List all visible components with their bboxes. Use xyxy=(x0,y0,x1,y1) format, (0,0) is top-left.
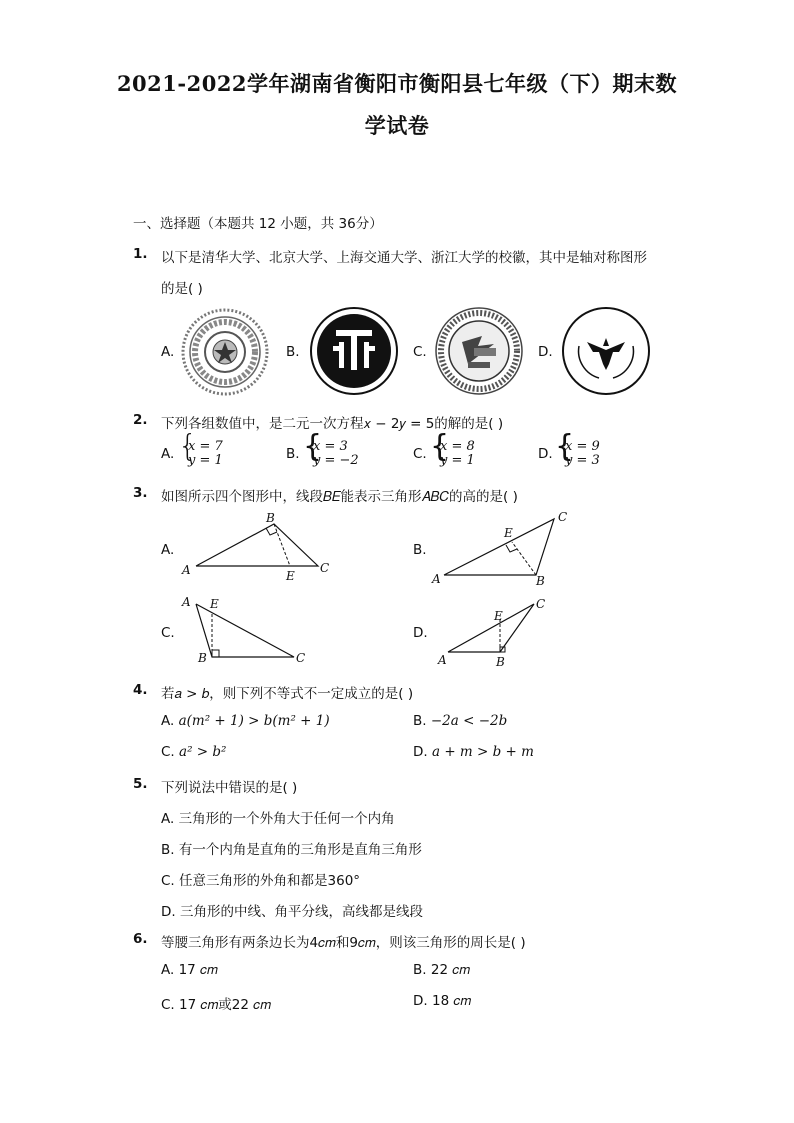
q6-option-c-label: C. xyxy=(161,997,175,1013)
q2-option-b-system: 𝑥 = 3 𝑦 = −2 xyxy=(313,439,359,468)
q4-option-c xyxy=(161,744,226,760)
point-label-b: B xyxy=(198,651,207,665)
point-label-b: B xyxy=(536,574,545,588)
q3-figure-d xyxy=(430,592,560,672)
q2-option-c xyxy=(413,429,475,468)
q6-option-a-text: 17 𝑐𝑚 xyxy=(178,962,218,978)
q5-option-b xyxy=(161,838,422,858)
q6-option-c-text: 17 𝑐𝑚或22 𝑐𝑚 xyxy=(179,997,272,1013)
q2-number: 2. xyxy=(133,412,148,428)
point-label-c: C xyxy=(320,561,330,575)
page-title: 2021-2022学年湖南省衡阳市衡阳县七年级（下）期末数 xyxy=(116,71,678,96)
point-label-c: C xyxy=(558,510,568,524)
zju-emblem-icon xyxy=(561,306,651,396)
q3-figure-a xyxy=(178,508,338,588)
q5-option-c-label: C. xyxy=(161,873,175,889)
point-label-e: E xyxy=(494,609,503,623)
brace-icon: { xyxy=(303,429,323,464)
q6-option-d-text: 18 𝑐𝑚 xyxy=(431,993,472,1009)
q2-option-d-system: 𝑥 = 9 𝑦 = 3 xyxy=(565,439,600,468)
q2-stem: 下列各组数值中，是二元一次方程𝑥 − 2𝑦 = 5的解的是( ) xyxy=(161,416,504,432)
point-label-c: C xyxy=(536,597,546,611)
q3-option-a-label: A. xyxy=(161,542,175,558)
q5-option-c-text: 任意三角形的外角和都是360° xyxy=(179,873,361,889)
q6-option-d xyxy=(413,993,471,1009)
q2-option-d xyxy=(538,429,600,468)
q6-option-b-text: 22 𝑐𝑚 xyxy=(430,962,471,978)
q5-option-a-label: A. xyxy=(161,811,175,827)
peking-emblem-icon xyxy=(309,306,399,396)
point-label-e: E xyxy=(286,569,295,583)
sjtu-emblem-icon xyxy=(434,306,524,396)
q6-option-d-label: D. xyxy=(413,993,428,1009)
q4-option-a xyxy=(161,713,330,729)
q6-option-c xyxy=(161,993,271,1013)
q2-option-c-label: C. xyxy=(413,446,427,462)
q5-option-a-text: 三角形的一个外角大于任何一个内角 xyxy=(178,811,395,827)
q2-option-a xyxy=(161,429,223,468)
q5-option-d-text: 三角形的中线、角平分线，高线都是线段 xyxy=(179,904,423,920)
q4-stem: 若𝑎 > 𝑏，则下列不等式不一定成立的是( ) xyxy=(161,686,414,702)
q2-option-a-system: 𝑥 = 7 𝑦 = 1 xyxy=(188,439,223,468)
q1-option-c-label: C. xyxy=(413,344,427,360)
q4-option-b-label: B. xyxy=(413,713,427,729)
q6-option-a-label: A. xyxy=(161,962,175,978)
q5-stem: 下列说法中错误的是( ) xyxy=(161,780,298,796)
q6-option-b xyxy=(413,962,470,978)
q4-option-b xyxy=(413,713,507,729)
point-label-e: E xyxy=(504,526,513,540)
brace-icon: { xyxy=(430,429,450,464)
q2-option-a-label: A. xyxy=(161,446,175,462)
q6-number: 6. xyxy=(133,931,148,947)
q2-option-d-label: D. xyxy=(538,446,553,462)
q6-option-a xyxy=(161,962,218,978)
q3-option-d-label: D. xyxy=(413,625,428,641)
q5-option-c xyxy=(161,869,360,889)
q1-option-b-label: B. xyxy=(286,344,300,360)
q3-option-b-label: B. xyxy=(413,542,427,558)
page-title-line2: 学试卷 xyxy=(364,113,430,138)
q1-number: 1. xyxy=(133,246,148,262)
q5-option-a xyxy=(161,807,395,827)
q5-option-b-label: B. xyxy=(161,842,175,858)
q4-option-d-text: 𝑎 + 𝑚 > 𝑏 + 𝑚 xyxy=(431,744,534,760)
q3-stem: 如图所示四个图形中，线段𝐵𝐸能表示三角形𝐴𝐵𝐶的高的是( ) xyxy=(161,489,518,505)
q4-option-a-text: 𝑎(𝑚² + 1) > 𝑏(𝑚² + 1) xyxy=(178,713,330,729)
point-label-a: A xyxy=(432,572,441,586)
tsinghua-emblem-icon xyxy=(181,308,269,396)
q3-figure-b xyxy=(430,505,580,591)
q2-option-b-label: B. xyxy=(286,446,300,462)
q2-option-c-system: 𝑥 = 8 𝑦 = 1 xyxy=(440,439,475,468)
q1-stem-line2: 的是( ) xyxy=(161,281,203,297)
q3-option-c-label: C. xyxy=(161,625,175,641)
q4-option-b-text: −2𝑎 < −2𝑏 xyxy=(430,713,508,729)
point-label-b: B xyxy=(266,511,275,525)
q2-option-b xyxy=(286,429,359,468)
q5-option-d xyxy=(161,900,423,920)
section-header: 一、选择题（本题共 12 小题，共 36分） xyxy=(133,216,383,232)
point-label-a: A xyxy=(182,595,191,609)
point-label-a: A xyxy=(182,563,191,577)
point-label-e: E xyxy=(210,597,219,611)
q4-option-a-label: A. xyxy=(161,713,175,729)
q5-option-b-text: 有一个内角是直角的三角形是直角三角形 xyxy=(178,842,422,858)
brace-icon: { xyxy=(178,429,198,464)
q4-option-d xyxy=(413,744,534,760)
q4-number: 4. xyxy=(133,682,148,698)
q1-option-a-label: A. xyxy=(161,344,175,360)
q5-number: 5. xyxy=(133,776,148,792)
q6-option-b-label: B. xyxy=(413,962,427,978)
q1-option-d-label: D. xyxy=(538,344,553,360)
brace-icon: { xyxy=(555,429,575,464)
q3-figure-c xyxy=(178,592,318,672)
q4-option-d-label: D. xyxy=(413,744,428,760)
q1-stem: 以下是清华大学、北京大学、上海交通大学、浙江大学的校徽，其中是轴对称图形 xyxy=(161,250,647,266)
q3-number: 3. xyxy=(133,485,148,501)
q4-option-c-text: 𝑎² > 𝑏² xyxy=(179,744,227,760)
q6-stem: 等腰三角形有两条边长为4𝑐𝑚和9𝑐𝑚，则该三角形的周长是( ) xyxy=(161,935,526,951)
point-label-c: C xyxy=(296,651,306,665)
point-label-b: B xyxy=(496,655,505,669)
q5-option-d-label: D. xyxy=(161,904,176,920)
q4-option-c-label: C. xyxy=(161,744,175,760)
point-label-a: A xyxy=(438,653,447,667)
